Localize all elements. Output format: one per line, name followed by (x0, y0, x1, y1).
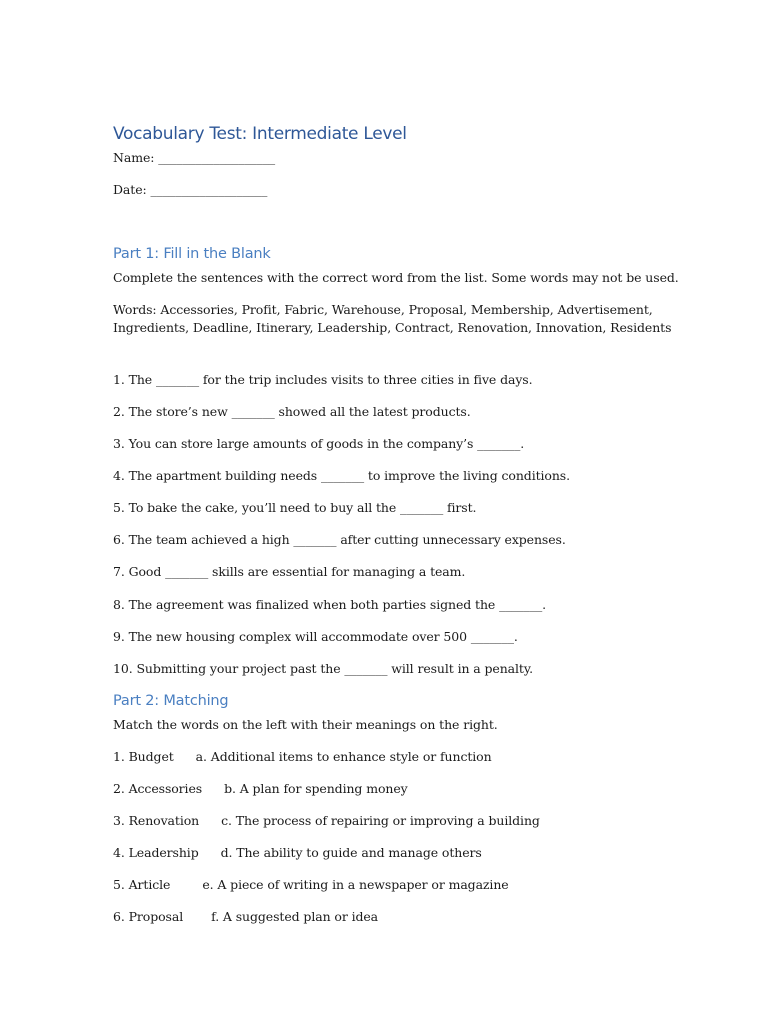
matching-word: 5. Article (113, 877, 171, 892)
matching-row (113, 844, 482, 862)
matching-row (113, 876, 509, 894)
matching-word: 6. Proposal (113, 909, 184, 924)
page-title: Vocabulary Test: Intermediate Level (113, 124, 407, 144)
matching-definition: b. A plan for spending money (224, 781, 408, 796)
part1-heading: Part 1: Fill in the Blank (113, 246, 271, 262)
name-field-line: Name: ___________________ (113, 150, 276, 165)
matching-word: 4. Leadership (113, 845, 199, 860)
matching-row (113, 812, 540, 830)
fill-blank-item: 7. Good _______ skills are essential for managing a team. (113, 564, 466, 579)
matching-word: 1. Budget (113, 749, 174, 764)
word-list-line: Ingredients, Deadline, Itinerary, Leadership, Contract, Renovation, Innovation, Residents (113, 320, 672, 335)
fill-blank-item: 5. To bake the cake, you’ll need to buy all the _______ first. (113, 500, 477, 515)
matching-definition: c. The process of repairing or improving a building (221, 813, 540, 828)
matching-definition: e. A piece of writing in a newspaper or magazine (202, 877, 509, 892)
part2-instructions: Match the words on the left with their meanings on the right. (113, 717, 498, 732)
fill-blank-item: 8. The agreement was finalized when both parties signed the _______. (113, 597, 546, 612)
part1-instructions: Complete the sentences with the correct word from the list. Some words may not be used. (113, 270, 679, 285)
matching-row (113, 780, 408, 798)
fill-blank-item: 3. You can store large amounts of goods in the company’s _______. (113, 436, 525, 451)
fill-blank-item: 4. The apartment building needs _______ to improve the living conditions. (113, 468, 570, 483)
fill-blank-item: 2. The store’s new _______ showed all the latest products. (113, 404, 471, 419)
fill-blank-item: 10. Submitting your project past the _______ will result in a penalty. (113, 661, 534, 676)
matching-row (113, 748, 492, 766)
part2-heading: Part 2: Matching (113, 693, 229, 709)
matching-definition: d. The ability to guide and manage others (220, 845, 482, 860)
fill-blank-item: 1. The _______ for the trip includes visits to three cities in five days. (113, 372, 533, 387)
matching-definition: a. Additional items to enhance style or function (195, 749, 492, 764)
fill-blank-item: 9. The new housing complex will accommodate over 500 _______. (113, 629, 518, 644)
fill-blank-item: 6. The team achieved a high _______ after cutting unnecessary expenses. (113, 532, 566, 547)
matching-definition: f. A suggested plan or idea (211, 909, 379, 924)
word-list-line: Words: Accessories, Profit, Fabric, Warehouse, Proposal, Membership, Advertisement, (113, 302, 653, 317)
matching-row (113, 908, 378, 926)
date-field-line: Date: ___________________ (113, 182, 268, 197)
matching-word: 3. Renovation (113, 813, 200, 828)
matching-word: 2. Accessories (113, 781, 203, 796)
